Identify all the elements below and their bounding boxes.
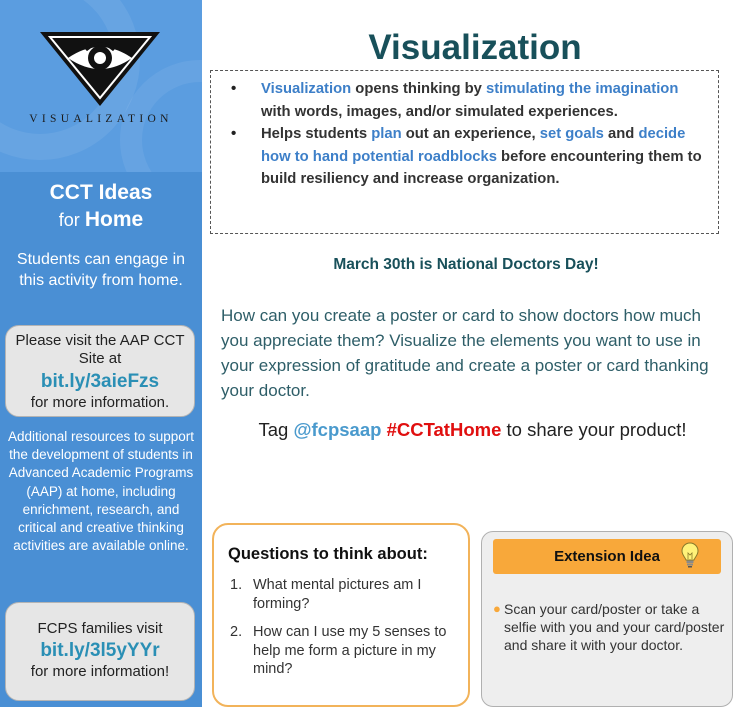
lightbulb-icon (681, 542, 699, 568)
sidebar (0, 0, 202, 707)
eye-triangle-logo-icon (38, 30, 162, 108)
aap-cct-link[interactable]: bit.ly/3aieFzs (40, 371, 160, 392)
extension-text: Scan your card/poster or take a selfie with you and your card/poster and share it with your doctor. (504, 601, 725, 653)
extension-item (493, 600, 728, 654)
doctors-day-heading: March 30th is National Doctors Day! (333, 256, 599, 273)
extension-title: Extension Idea (554, 548, 660, 565)
visit-aap-box (5, 325, 195, 417)
families-line-2: for more information! (30, 663, 170, 680)
engage-text: Students can engage in this activity from home. (16, 251, 186, 289)
question-number: 2. (230, 624, 243, 640)
visit-line-2: for more information. (30, 394, 170, 411)
intro-text: out an experience, (401, 126, 540, 142)
hl-set-goals: set goals (539, 126, 604, 142)
tag-suffix: to share your product! (501, 419, 687, 440)
extension-box (481, 531, 733, 707)
hl-stimulating: stimulating the imagination (486, 81, 679, 97)
list-item (228, 576, 454, 613)
tag-prefix: Tag (258, 419, 294, 440)
intro-bullet-1 (231, 78, 702, 123)
question-text: What mental pictures am I forming? (253, 577, 422, 612)
intro-text: opens thinking by (351, 81, 487, 97)
logo-wordmark: VISUALIZATION (29, 113, 173, 125)
intro-text: and (603, 126, 639, 142)
questions-title: Questions to think about: (228, 545, 428, 563)
tag-line (210, 419, 735, 441)
cct-subtitle (0, 208, 202, 232)
families-line-1: FCPS families visit (37, 620, 163, 637)
intro-text: Helps students (261, 126, 372, 142)
bullet-icon: ● (493, 601, 501, 616)
intro-bullet-2 (231, 123, 702, 191)
intro-box (210, 70, 719, 234)
cct-home: Home (84, 208, 144, 231)
activity-prompt: How can you create a poster or card to show doctors how much you appreciate them? Visualize the elements you want to use in your expression of gratitude and create a poster or card thanking your doctor. (221, 306, 709, 400)
cct-for: for (58, 210, 80, 230)
questions-box (212, 523, 470, 707)
families-link[interactable]: bit.ly/3l5yYYr (40, 640, 160, 661)
intro-text: before encountering them to build resiliency and increase organization. (261, 148, 702, 187)
question-text: How can I use my 5 senses to help me form a picture in my mind? (253, 624, 447, 677)
families-box (5, 602, 195, 701)
tag-hashtag[interactable]: #CCTatHome (386, 419, 502, 440)
page-title: Visualization (368, 28, 582, 67)
intro-text: with words, images, and/or simulated experiences. (261, 103, 618, 120)
cct-ideas-title: CCT Ideas (49, 181, 153, 204)
hl-roadblocks: decide how to hand potential roadblocks (261, 126, 686, 165)
visit-line-1: Please visit the AAP CCT Site at (15, 332, 185, 367)
hl-visualization: Visualization (261, 81, 352, 97)
extension-header (493, 539, 721, 574)
resources-text: Additional resources to support the development of students in Advanced Academic Programs (AAP) at home, including enrichment, research, and critical and creative thinking activities are available online. (7, 429, 195, 554)
hl-plan: plan (371, 126, 402, 142)
tag-handle[interactable]: @fcpsaap (293, 419, 382, 440)
question-number: 1. (230, 577, 243, 593)
logo-block (0, 0, 202, 172)
list-item (228, 623, 454, 679)
